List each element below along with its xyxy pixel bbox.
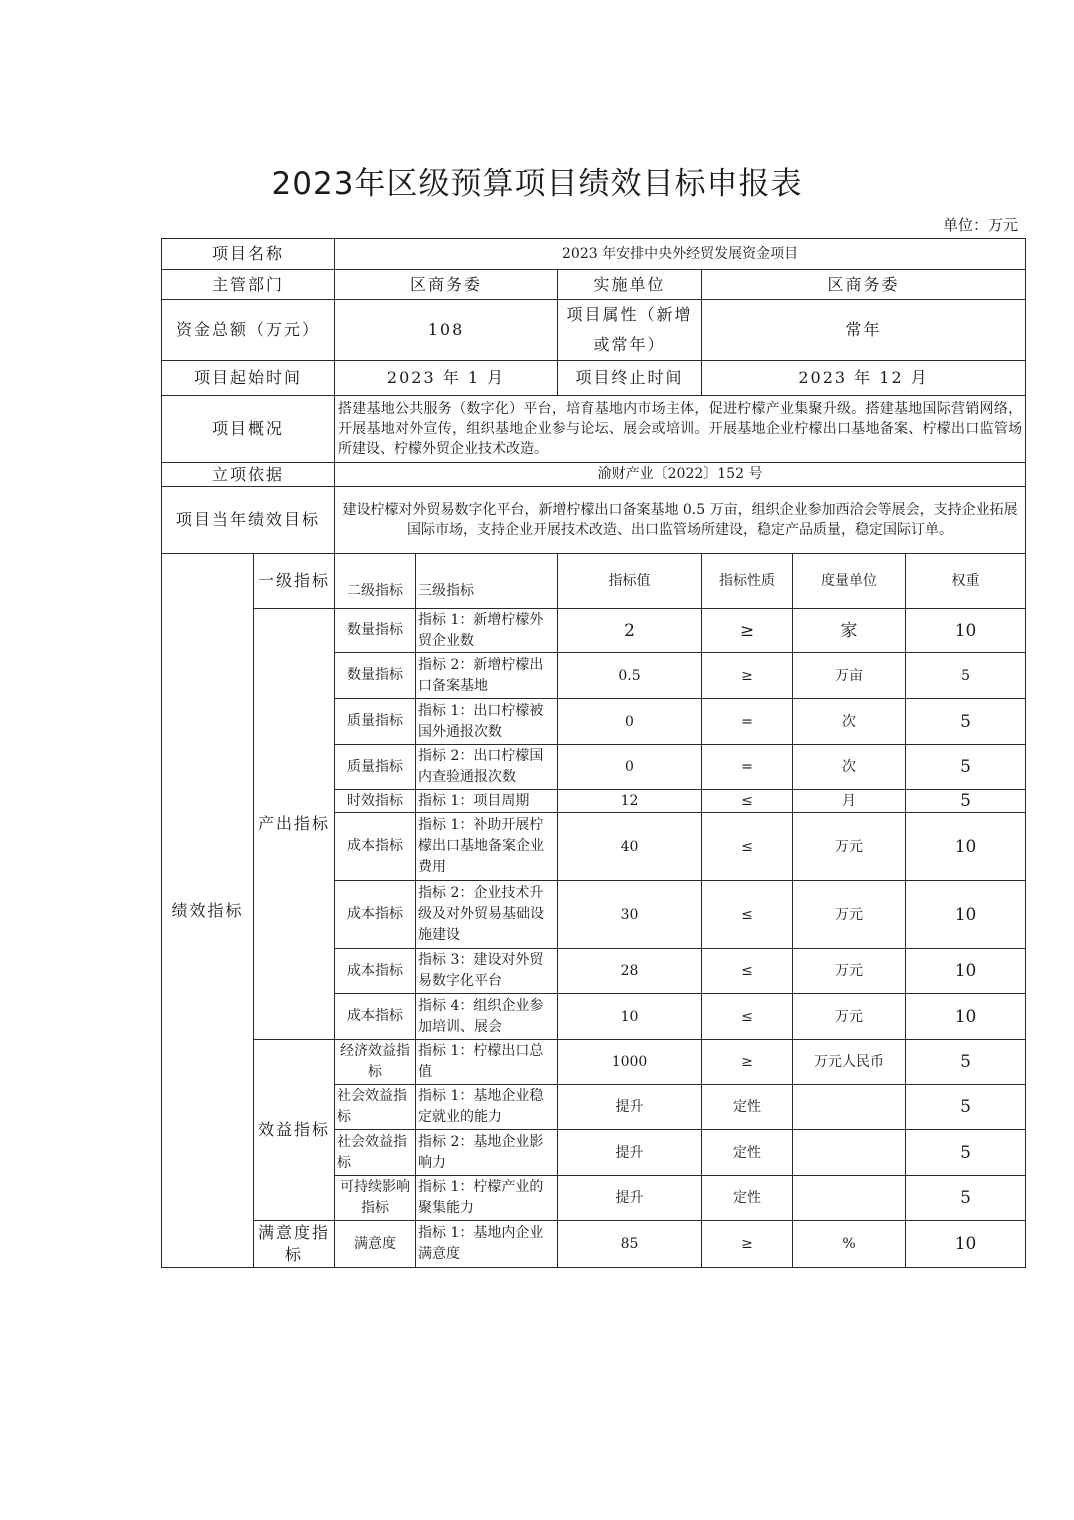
impl-label: 实施单位 bbox=[558, 270, 702, 300]
value-cell: 提升 bbox=[558, 1130, 702, 1176]
dept-value: 区商务委 bbox=[335, 270, 558, 300]
value-cell: 0.5 bbox=[558, 653, 702, 699]
level2-cell: 数量指标 bbox=[335, 653, 416, 699]
level2-cell: 时效指标 bbox=[335, 790, 416, 813]
table-row bbox=[162, 1040, 1026, 1085]
level2-cell: 社会效益指标 bbox=[335, 1130, 416, 1176]
value-cell: 提升 bbox=[558, 1176, 702, 1221]
unit-cell: 万元 bbox=[793, 949, 906, 994]
level2-cell: 成本指标 bbox=[335, 994, 416, 1040]
value-cell: 85 bbox=[558, 1221, 702, 1268]
weight-cell: 5 bbox=[906, 1176, 1026, 1221]
level2-cell: 社会效益指标 bbox=[335, 1085, 416, 1130]
end-value: 2023 年 12 月 bbox=[702, 361, 1026, 396]
weight-cell: 5 bbox=[906, 745, 1026, 790]
nature-cell: ≤ bbox=[702, 813, 793, 881]
project-name-value: 2023 年安排中央外经贸发展资金项目 bbox=[335, 239, 1026, 270]
row-basis bbox=[162, 463, 1026, 487]
value-cell: 28 bbox=[558, 949, 702, 994]
row-department bbox=[162, 270, 1026, 300]
project-name-label: 项目名称 bbox=[162, 239, 335, 270]
row-period bbox=[162, 361, 1026, 396]
weight-cell: 10 bbox=[906, 609, 1026, 653]
value-cell: 0 bbox=[558, 745, 702, 790]
impl-value: 区商务委 bbox=[702, 270, 1026, 300]
unit-cell: 次 bbox=[793, 699, 906, 745]
row-goal bbox=[162, 487, 1026, 554]
nature-cell: ≥ bbox=[702, 1040, 793, 1085]
unit-cell bbox=[793, 1176, 906, 1221]
weight-cell: 5 bbox=[906, 653, 1026, 699]
page-title: 2023年区级预算项目绩效目标申报表 bbox=[271, 166, 803, 202]
goal-value: 建设柠檬对外贸易数字化平台，新增柠檬出口备案基地 0.5 万亩，组织企业参加西洽会等展会，支持企业拓展国际市场，支持企业开展技术改造、出口监管场所建设，稳定产品质量，稳定国际订单。 bbox=[335, 487, 1026, 554]
header-unit: 度量单位 bbox=[793, 554, 906, 609]
level2-cell: 经济效益指标 bbox=[335, 1040, 416, 1085]
level3-cell: 指标 2：新增柠檬出口备案基地 bbox=[416, 653, 558, 699]
unit-cell bbox=[793, 1085, 906, 1130]
value-cell: 10 bbox=[558, 994, 702, 1040]
value-cell: 2 bbox=[558, 609, 702, 653]
overview-value: 搭建基地公共服务（数字化）平台，培育基地内市场主体，促进柠檬产业集聚升级。搭建基地国际营销网络，开展基地对外宣传，组织基地企业参与论坛、展会或培训。开展基地企业柠檬出口基地备案、柠檬出口监管场所建设、柠檬外贸企业技术改造。 bbox=[335, 396, 1026, 463]
group-output: 产出指标 bbox=[254, 609, 335, 1040]
unit-label: 单位：万元 bbox=[942, 216, 1018, 234]
row-project-name bbox=[162, 239, 1026, 270]
end-label: 项目终止时间 bbox=[558, 361, 702, 396]
performance-table bbox=[161, 238, 1026, 1268]
start-value: 2023 年 1 月 bbox=[335, 361, 558, 396]
value-cell: 30 bbox=[558, 881, 702, 949]
level2-cell: 满意度 bbox=[335, 1221, 416, 1268]
level3-cell: 指标 1：基地内企业满意度 bbox=[416, 1221, 558, 1268]
goal-label: 项目当年绩效目标 bbox=[162, 487, 335, 554]
unit-cell: 月 bbox=[793, 790, 906, 813]
row-funds bbox=[162, 300, 1026, 361]
unit-cell: 万元 bbox=[793, 813, 906, 881]
value-cell: 1000 bbox=[558, 1040, 702, 1085]
level3-cell: 指标 1：出口柠檬被国外通报次数 bbox=[416, 699, 558, 745]
nature-cell: = bbox=[702, 745, 793, 790]
value-cell: 40 bbox=[558, 813, 702, 881]
unit-cell: 万亩 bbox=[793, 653, 906, 699]
level2-cell: 成本指标 bbox=[335, 949, 416, 994]
nature-cell: ≥ bbox=[702, 609, 793, 653]
header-nature: 指标性质 bbox=[702, 554, 793, 609]
dept-label: 主管部门 bbox=[162, 270, 335, 300]
level3-cell: 指标 1：补助开展柠檬出口基地备案企业费用 bbox=[416, 813, 558, 881]
weight-cell: 5 bbox=[906, 1040, 1026, 1085]
start-label: 项目起始时间 bbox=[162, 361, 335, 396]
weight-cell: 5 bbox=[906, 790, 1026, 813]
weight-cell: 5 bbox=[906, 1085, 1026, 1130]
level3-cell: 指标 2：企业技术升级及对外贸易基础设施建设 bbox=[416, 881, 558, 949]
level3-cell: 指标 3：建设对外贸易数字化平台 bbox=[416, 949, 558, 994]
attr-value: 常年 bbox=[702, 300, 1026, 361]
level3-cell: 指标 2：基地企业影响力 bbox=[416, 1130, 558, 1176]
row-indicator-headers bbox=[162, 554, 1026, 609]
level2-cell: 可持续影响指标 bbox=[335, 1176, 416, 1221]
unit-cell: 万元 bbox=[793, 994, 906, 1040]
header-level1: 一级指标 bbox=[254, 554, 335, 609]
value-cell: 12 bbox=[558, 790, 702, 813]
basis-label: 立项依据 bbox=[162, 463, 335, 487]
nature-cell: 定性 bbox=[702, 1176, 793, 1221]
nature-cell: ≤ bbox=[702, 790, 793, 813]
weight-cell: 10 bbox=[906, 1221, 1026, 1268]
unit-cell: 万元人民币 bbox=[793, 1040, 906, 1085]
weight-cell: 10 bbox=[906, 813, 1026, 881]
basis-value: 渝财产业〔2022〕152 号 bbox=[335, 463, 1026, 487]
nature-cell: ≤ bbox=[702, 949, 793, 994]
funds-value: 108 bbox=[335, 300, 558, 361]
level3-cell: 指标 1：柠檬出口总值 bbox=[416, 1040, 558, 1085]
group-satisfaction: 满意度指标 bbox=[254, 1221, 335, 1268]
weight-cell: 10 bbox=[906, 949, 1026, 994]
unit-cell: 次 bbox=[793, 745, 906, 790]
header-level3: 三级指标 bbox=[416, 554, 558, 609]
weight-cell: 10 bbox=[906, 881, 1026, 949]
level3-cell: 指标 4：组织企业参加培训、展会 bbox=[416, 994, 558, 1040]
nature-cell: ≤ bbox=[702, 881, 793, 949]
level2-cell: 成本指标 bbox=[335, 813, 416, 881]
table-row bbox=[162, 609, 1026, 653]
level2-cell: 质量指标 bbox=[335, 745, 416, 790]
level2-cell: 数量指标 bbox=[335, 609, 416, 653]
indicators-section-label: 绩效指标 bbox=[162, 554, 254, 1268]
level3-cell: 指标 2：出口柠檬国内查验通报次数 bbox=[416, 745, 558, 790]
attr-label: 项目属性（新增或常年） bbox=[558, 300, 702, 361]
level3-cell: 指标 1：新增柠檬外贸企业数 bbox=[416, 609, 558, 653]
unit-cell bbox=[793, 1130, 906, 1176]
table-row bbox=[162, 1221, 1026, 1268]
overview-label: 项目概况 bbox=[162, 396, 335, 463]
level2-cell: 质量指标 bbox=[335, 699, 416, 745]
level3-cell: 指标 1：基地企业稳定就业的能力 bbox=[416, 1085, 558, 1130]
value-cell: 提升 bbox=[558, 1085, 702, 1130]
level3-cell: 指标 1：柠檬产业的聚集能力 bbox=[416, 1176, 558, 1221]
nature-cell: 定性 bbox=[702, 1130, 793, 1176]
header-value: 指标值 bbox=[558, 554, 702, 609]
header-weight: 权重 bbox=[906, 554, 1026, 609]
value-cell: 0 bbox=[558, 699, 702, 745]
nature-cell: ≤ bbox=[702, 994, 793, 1040]
row-overview bbox=[162, 396, 1026, 463]
level3-cell: 指标 1：项目周期 bbox=[416, 790, 558, 813]
weight-cell: 10 bbox=[906, 994, 1026, 1040]
nature-cell: ≥ bbox=[702, 1221, 793, 1268]
level2-cell: 成本指标 bbox=[335, 881, 416, 949]
weight-cell: 5 bbox=[906, 1130, 1026, 1176]
nature-cell: 定性 bbox=[702, 1085, 793, 1130]
nature-cell: = bbox=[702, 699, 793, 745]
nature-cell: ≥ bbox=[702, 653, 793, 699]
unit-cell: % bbox=[793, 1221, 906, 1268]
header-level2: 二级指标 bbox=[335, 554, 416, 609]
weight-cell: 5 bbox=[906, 699, 1026, 745]
unit-cell: 家 bbox=[793, 609, 906, 653]
group-benefit: 效益指标 bbox=[254, 1040, 335, 1221]
unit-cell: 万元 bbox=[793, 881, 906, 949]
funds-label: 资金总额（万元） bbox=[162, 300, 335, 361]
